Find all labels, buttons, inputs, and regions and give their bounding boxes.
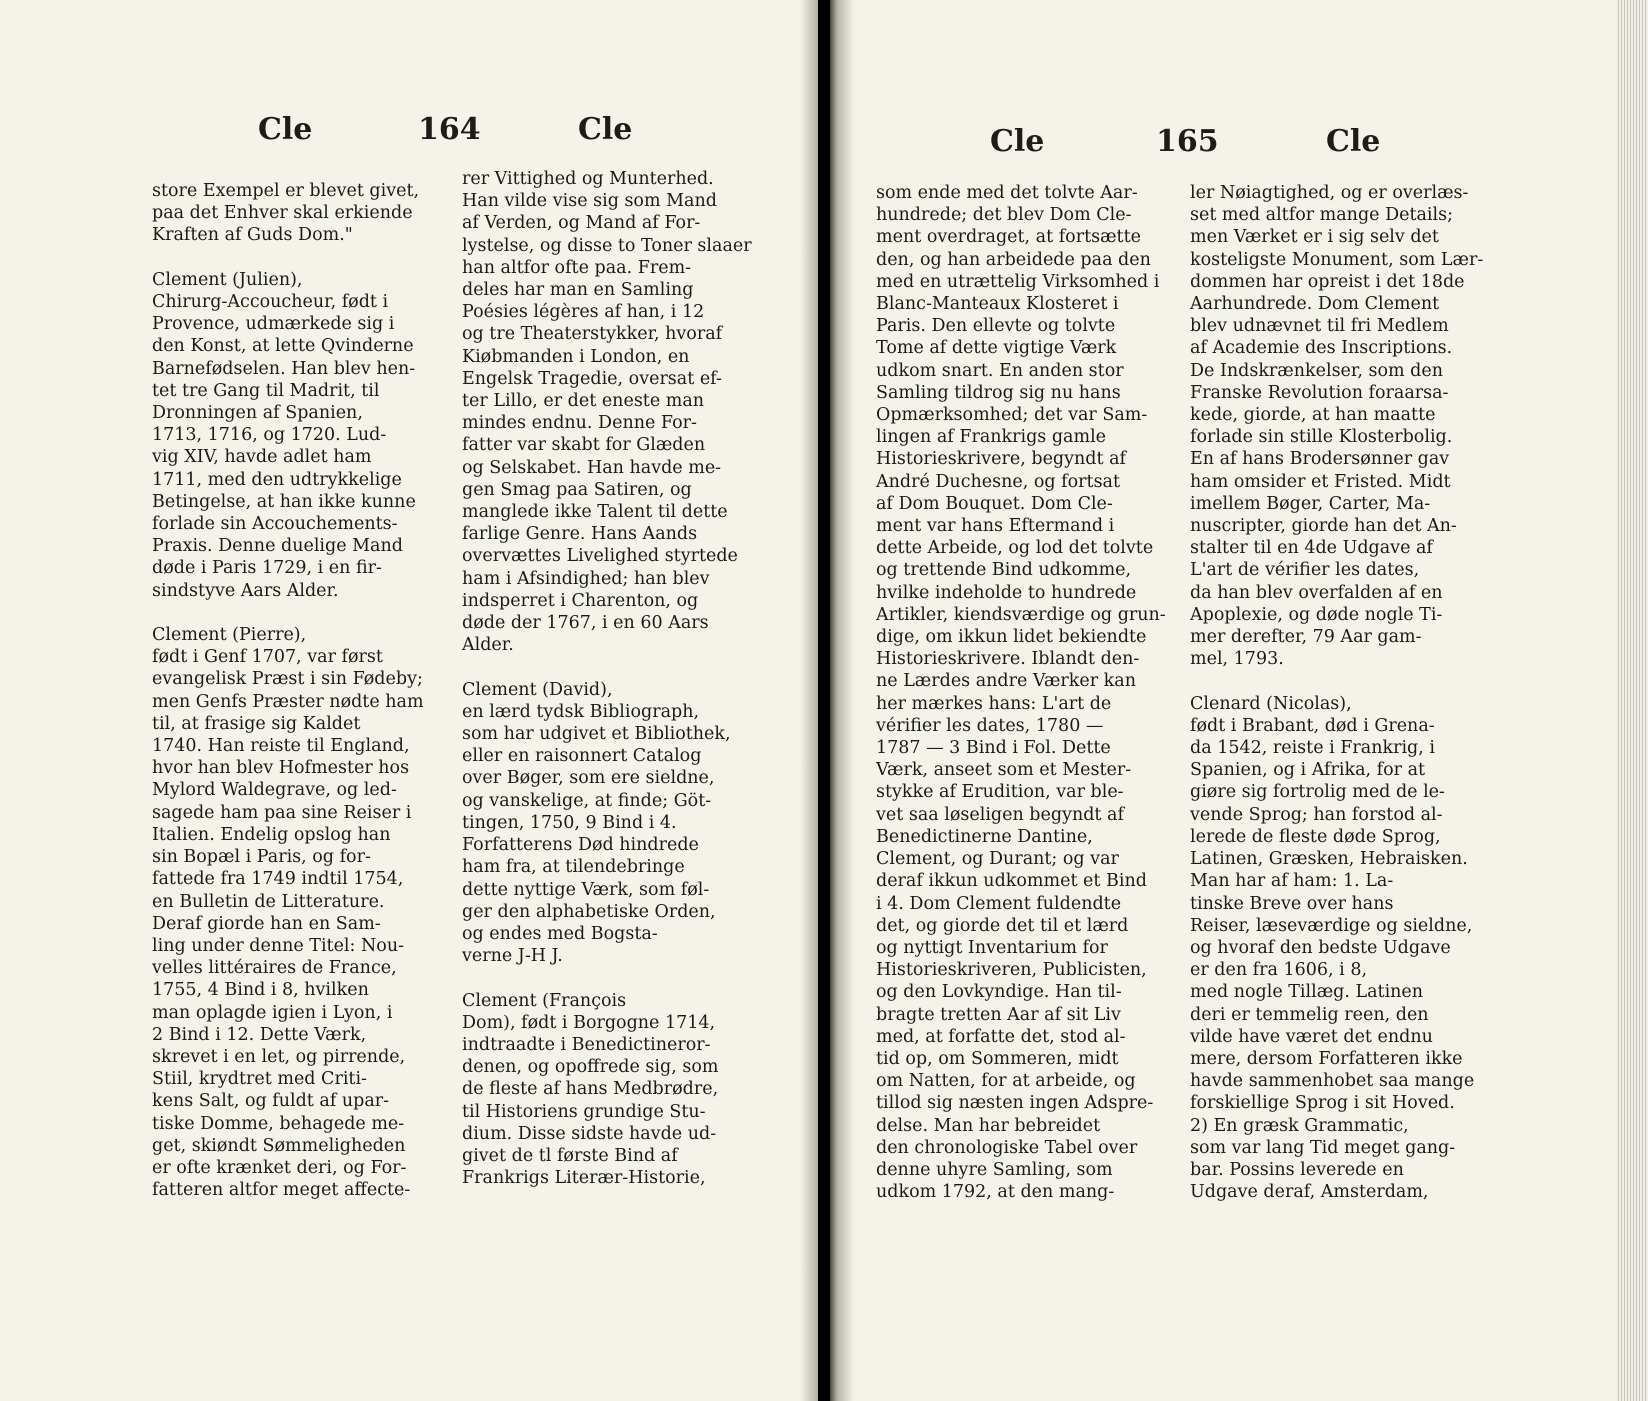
text-line: ment var hans Eftermand i <box>876 516 1115 537</box>
text-line: ham fra, at tilendebringe <box>462 857 685 878</box>
text-line: Historieskrivere, begyndt af <box>876 449 1126 470</box>
text-line: giøre sig fortrolig med de le- <box>1190 782 1445 803</box>
text-line: verne J-H J. <box>462 946 563 967</box>
text-line: Stiil, krydtret med Criti- <box>152 1069 367 1090</box>
text-line: Spanien, og i Afrika, for at <box>1190 760 1426 781</box>
right-page-number: 165 <box>1156 124 1219 159</box>
text-line: gen Smag paa Satiren, og <box>462 479 692 500</box>
text-line: 1755, 4 Bind i 8, hvilken <box>152 980 369 1001</box>
right-page-gutter <box>830 0 854 1401</box>
text-line: vérifier les dates, 1780 — <box>876 715 1104 736</box>
left-header-left: Cle <box>258 112 313 147</box>
text-line: rer Vittighed og Munterhed. <box>462 169 714 189</box>
text-line: skrevet i en let, og pirrende, <box>152 1046 406 1067</box>
text-line: Clement, og Durant; og var <box>876 849 1119 870</box>
text-line: Poésies légères af han, i 12 <box>462 302 705 323</box>
text-line: og vanskelige, at finde; Göt- <box>462 790 712 811</box>
text-line: og den Lovkyndige. Han til- <box>876 982 1122 1003</box>
text-line: 1711, med den udtrykkelige <box>152 469 402 490</box>
text-line: deri er temmelig reen, den <box>1190 1004 1429 1025</box>
text-line: denen, og opoffrede sig, som <box>462 1057 719 1078</box>
text-line: Barnefødselen. Han blev hen- <box>152 358 416 379</box>
text-line: 1787 — 3 Bind i Fol. Dette <box>876 738 1111 759</box>
text-line: Historieskrivere. Iblandt den- <box>876 649 1140 670</box>
text-line <box>1190 670 1490 692</box>
text-line: Udgave deraf, Amsterdam, <box>1190 1182 1429 1203</box>
text-line: lystelse, og disse to Toner slaaer <box>462 235 752 256</box>
text-line: deraf ikkun udkommet et Bind <box>876 871 1147 892</box>
text-line: set med altfor mange Details; <box>1190 205 1453 226</box>
text-line: Apoplexie, og døde nogle Ti- <box>1190 604 1443 625</box>
text-line: evangelisk Præst i sin Fødeby; <box>152 669 423 690</box>
text-line: ler Nøiagtighed, og er overlæs- <box>1190 183 1469 203</box>
text-line: af Academie des Inscriptions. <box>1190 338 1453 359</box>
text-line <box>152 602 452 624</box>
text-line: 2) En græsk Grammatic, <box>1190 1115 1409 1136</box>
text-line: overvættes Livelighed styrtede <box>462 546 738 567</box>
text-line <box>462 656 762 678</box>
text-line: da 1542, reiste i Frankrig, i <box>1190 738 1435 759</box>
text-line: det, og giorde det til et lærd <box>876 915 1129 936</box>
text-line: over Bøger, som ere sieldne, <box>462 768 715 789</box>
text-line: givet de tl første Bind af <box>462 1145 678 1166</box>
text-line: og Selskabet. Han havde me- <box>462 457 722 478</box>
text-line: velles littéraires de France, <box>152 958 397 979</box>
left-header-right: Cle <box>578 112 633 147</box>
text-line: kens Salt, og fuldt af upar- <box>152 1091 390 1112</box>
text-line: Dom), født i Borgogne 1714, <box>462 1012 716 1033</box>
text-line: En af hans Brodersønner gav <box>1190 449 1450 470</box>
text-line: fatter var skabt for Glæden <box>462 435 706 456</box>
text-line: Provence, udmærkede sig i <box>152 314 395 335</box>
text-line: døde i Paris 1729, i en fir- <box>152 558 382 579</box>
text-line: stalter til en 4de Udgave af <box>1190 538 1433 559</box>
text-line: bar. Possins leverede en <box>1190 1159 1404 1180</box>
text-line: en lærd tydsk Bibliograph, <box>462 701 700 722</box>
text-line: Clenard (Nicolas), <box>1190 693 1352 714</box>
text-line: 1713, 1716, og 1720. Lud- <box>152 425 387 446</box>
text-line: mere, dersom Forfatteren ikke <box>1190 1048 1463 1069</box>
text-line: forlade sin stille Klosterbolig. <box>1190 427 1453 448</box>
right-page <box>830 0 1648 1401</box>
text-line: hvilke indeholde to hundrede <box>876 582 1137 603</box>
text-line: udkom snart. En anden stor <box>876 360 1124 381</box>
text-line: Franske Revolution foraarsa- <box>1190 382 1449 403</box>
text-line: og tre Theaterstykker, hvoraf <box>462 324 723 345</box>
text-line: dige, om ikkun lidet bekiendte <box>876 627 1147 648</box>
text-line: imellem Bøger, Carter, Ma- <box>1190 493 1431 514</box>
text-line: men Værket er i sig selv det <box>1190 227 1439 248</box>
text-line: og trettende Bind udkomme, <box>876 560 1132 581</box>
text-line: Reiser, læseværdige og sieldne, <box>1190 915 1473 936</box>
text-line: hvor han blev Hofmester hos <box>152 758 410 779</box>
text-line: Clement (Pierre), <box>152 625 307 646</box>
text-line: Deraf giorde han en Sam- <box>152 913 381 934</box>
text-line: dommen har opreist i det 18de <box>1190 271 1465 292</box>
text-line: han altfor ofte paa. Frem- <box>462 257 692 278</box>
text-line: mel, 1793. <box>1190 649 1284 670</box>
text-line: med en utrættelig Virksomhed i <box>876 271 1160 292</box>
right-header-right: Cle <box>1326 124 1381 159</box>
text-line: her mærkes hans: L'art de <box>876 693 1112 714</box>
text-line: Han vilde vise sig som Mand <box>462 191 717 212</box>
text-line: Historieskriveren, Publicisten, <box>876 960 1147 981</box>
text-line: Chirurg-Accoucheur, født i <box>152 292 389 313</box>
text-line: Paris. Den ellevte og tolvte <box>876 316 1116 337</box>
text-line: tillod sig næsten ingen Adspre- <box>876 1093 1154 1114</box>
text-line: Engelsk Tragedie, oversat ef- <box>462 368 722 389</box>
text-line: Aarhundrede. Dom Clement <box>1190 294 1440 315</box>
text-line: tingen, 1750, 9 Bind i 4. <box>462 812 677 833</box>
text-line: og hvoraf den bedste Udgave <box>1190 937 1451 958</box>
text-line: tiske Domme, behagede me- <box>152 1113 405 1134</box>
text-line: lerede de fleste døde Sprog, <box>1190 826 1441 847</box>
text-line: dette Arbeide, og lod det tolvte <box>876 538 1154 559</box>
text-line: delse. Man har bebreidet <box>876 1115 1101 1136</box>
text-line: vet saa løseligen begyndt af <box>876 804 1124 825</box>
text-line: indsperret i Charenton, og <box>462 590 699 611</box>
text-line: Forfatterens Død hindrede <box>462 835 699 856</box>
text-line: Praxis. Denne duelige Mand <box>152 536 403 557</box>
text-line: vende Sprog; han forstod al- <box>1190 804 1443 825</box>
text-line: Kraften af Guds Dom." <box>152 225 353 246</box>
text-line: Blanc-Manteaux Klosteret i <box>876 294 1119 315</box>
text-line: tet tre Gang til Madrit, til <box>152 380 380 401</box>
text-line: Artikler, kiendsværdige og grun- <box>876 604 1166 625</box>
text-line: forlade sin Accouchements- <box>152 514 398 535</box>
text-line: da han blev overfalden af en <box>1190 582 1443 603</box>
text-line: er den fra 1606, i 8, <box>1190 960 1368 981</box>
text-line: 1740. Han reiste til England, <box>152 736 410 757</box>
text-line: med nogle Tillæg. Latinen <box>1190 982 1424 1003</box>
left-page-number: 164 <box>418 112 481 147</box>
text-line: Betingelse, at han ikke kunne <box>152 491 416 512</box>
text-line: vilde have været det endnu <box>1190 1026 1433 1047</box>
text-line: Latinen, Græsken, Hebraisken. <box>1190 849 1468 870</box>
text-line: fatteren altfor meget affecte- <box>152 1180 411 1201</box>
text-line: indtraadte i Benedictineror- <box>462 1034 711 1055</box>
text-line: farlige Genre. Hans Aands <box>462 524 698 545</box>
text-line: den chronologiske Tabel over <box>876 1137 1138 1158</box>
text-line: ment overdraget, at fortsætte <box>876 227 1141 248</box>
text-line: ger den alphabetiske Orden, <box>462 901 716 922</box>
text-line: de fleste af hans Medbrødre, <box>462 1079 719 1100</box>
text-line: tinske Breve over hans <box>1190 893 1394 914</box>
text-line: født i Genf 1707, var først <box>152 647 383 668</box>
text-line: eller en raisonnert Catalog <box>462 746 702 767</box>
text-line: man oplagde igien i Lyon, i <box>152 1002 393 1023</box>
text-line: Alder. <box>462 635 514 656</box>
text-line: af Verden, og Mand af For- <box>462 213 701 234</box>
left-page-column-1 <box>152 180 452 1201</box>
text-line: Clement (David), <box>462 679 613 700</box>
text-line: sagede ham paa sine Reiser i <box>152 802 412 823</box>
text-line: André Duchesne, og fortsat <box>876 471 1121 492</box>
text-line: ling under denne Titel: Nou- <box>152 935 405 956</box>
text-line: Opmærksomhed; det var Sam- <box>876 405 1148 426</box>
text-line: De Indskrænkelser, som den <box>1190 360 1443 381</box>
text-line: Værk, anseet som et Mester- <box>876 760 1132 781</box>
text-line: den, og han arbeidede paa den <box>876 249 1151 270</box>
text-line <box>462 967 762 989</box>
text-line: ham i Afsindighed; han blev <box>462 568 710 589</box>
text-line: deles har man en Samling <box>462 280 694 301</box>
text-line: Clement (Julien), <box>152 269 303 290</box>
page-edges <box>1616 0 1648 1401</box>
text-line: Kiøbmanden i London, en <box>462 346 690 367</box>
text-line: som ende med det tolvte Aar- <box>876 183 1138 203</box>
text-line: ham omsider et Fristed. Midt <box>1190 471 1451 492</box>
text-line: sin Bopæl i Paris, og for- <box>152 847 371 868</box>
text-line: blev udnævnet til fri Medlem <box>1190 316 1449 337</box>
text-line: stykke af Erudition, var ble- <box>876 782 1124 803</box>
text-line: Tome af dette vigtige Værk <box>876 338 1117 359</box>
text-line: Italien. Endelig opslog han <box>152 824 391 845</box>
text-line: dium. Disse sidste havde ud- <box>462 1123 717 1144</box>
text-line: Dronningen af Spanien, <box>152 403 363 424</box>
text-line: udkom 1792, at den mang- <box>876 1182 1115 1203</box>
text-line: en Bulletin de Litterature. <box>152 891 385 912</box>
text-line: sindstyve Aars Alder. <box>152 580 339 601</box>
text-line: med, at forfatte det, stod al- <box>876 1026 1126 1047</box>
text-line: ter Lillo, er det eneste man <box>462 391 705 412</box>
text-line: født i Brabant, død i Grena- <box>1190 715 1435 736</box>
text-line: og nyttigt Inventarium for <box>876 937 1108 958</box>
text-line: nuscripter, giorde han det An- <box>1190 516 1457 537</box>
text-line: manglede ikke Talent til dette <box>462 502 728 523</box>
text-line: til Historiens grundige Stu- <box>462 1101 706 1122</box>
text-line: Man har af ham: 1. La- <box>1190 871 1394 892</box>
text-line: tid op, om Sommeren, midt <box>876 1048 1119 1069</box>
text-line: men Genfs Præster nødte ham <box>152 691 424 712</box>
text-line: Mylord Waldegrave, og led- <box>152 780 397 801</box>
text-line: paa det Enhver skal erkiende <box>152 203 413 224</box>
text-line: lingen af Frankrigs gamle <box>876 427 1107 448</box>
right-page-column-2 <box>1190 182 1490 1203</box>
text-line: som har udgivet et Bibliothek, <box>462 724 731 745</box>
right-page-column-1 <box>876 182 1176 1203</box>
text-line: L'art de vérifier les dates, <box>1190 560 1420 581</box>
text-line: er ofte krænket deri, og For- <box>152 1157 407 1178</box>
text-line: kede, giorde, at han maatte <box>1190 405 1436 426</box>
text-line: dette nyttige Værk, som føl- <box>462 879 710 900</box>
right-header-left: Cle <box>990 124 1045 159</box>
text-line: bragte tretten Aar af sit Liv <box>876 1004 1121 1025</box>
text-line: døde der 1767, i en 60 Aars <box>462 613 709 634</box>
text-line <box>152 247 452 269</box>
text-line: ne Lærdes andre Værker kan <box>876 671 1136 692</box>
page-separator <box>818 0 830 1401</box>
text-line: i 4. Dom Clement fuldendte <box>876 893 1122 914</box>
text-line: Samling tildrog sig nu hans <box>876 382 1121 403</box>
text-line: denne uhyre Samling, som <box>876 1159 1113 1180</box>
text-line: mer derefter, 79 Aar gam- <box>1190 627 1422 648</box>
text-line: Clement (François <box>462 990 627 1011</box>
text-line: 2 Bind i 12. Dette Værk, <box>152 1024 367 1045</box>
text-line: get, skiøndt Sømmeligheden <box>152 1135 406 1156</box>
left-page-column-2 <box>462 168 762 1189</box>
text-line: den Konst, at lette Qvinderne <box>152 336 414 357</box>
text-line: kosteligste Monument, som Lær- <box>1190 249 1484 270</box>
text-line: vig XIV, havde adlet ham <box>152 447 372 468</box>
text-line: Frankrigs Literær-Historie, <box>462 1168 706 1189</box>
text-line: til, at frasige sig Kaldet <box>152 713 361 734</box>
text-line: hundrede; det blev Dom Cle- <box>876 205 1132 226</box>
text-line: som var lang Tid meget gang- <box>1190 1137 1456 1158</box>
text-line: og endes med Bogsta- <box>462 923 658 944</box>
text-line: om Natten, for at arbeide, og <box>876 1071 1136 1092</box>
text-line: Benedictinerne Dantine, <box>876 826 1093 847</box>
text-line: af Dom Bouquet. Dom Cle- <box>876 493 1113 514</box>
text-line: store Exempel er blevet givet, <box>152 181 420 201</box>
text-line: mindes endnu. Denne For- <box>462 413 697 434</box>
text-line: fattede fra 1749 indtil 1754, <box>152 869 404 890</box>
text-line: forskiellige Sprog i sit Hoved. <box>1190 1093 1455 1114</box>
text-line: havde sammenhobet saa mange <box>1190 1071 1475 1092</box>
